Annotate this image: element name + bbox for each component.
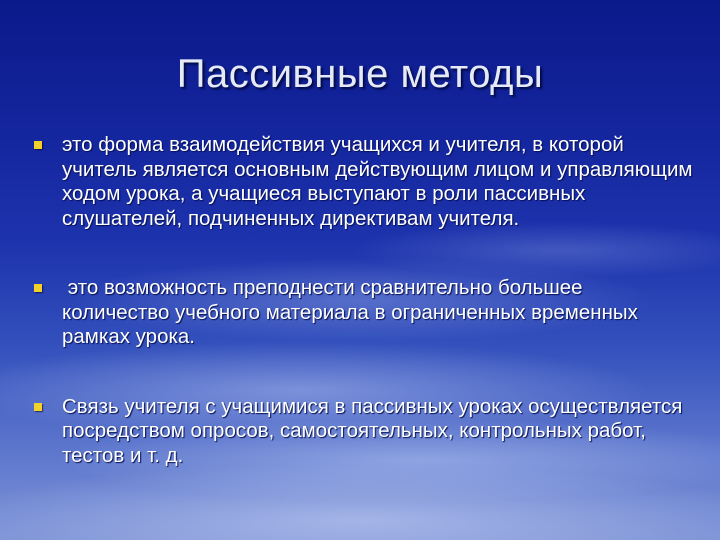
bullet-item	[34, 395, 694, 469]
bullet-text: Связь учителя с учащимися в пассивных уроках осуществляется посредством опросов, самостоятельных, контрольных работ, тестов и т. д.	[62, 394, 689, 467]
square-bullet-icon	[34, 141, 42, 149]
square-bullet-icon	[34, 284, 42, 292]
slide-title: Пассивные методы	[176, 52, 544, 96]
bullet-text: это форма взаимодействия учащихся и учителя, в которой учитель является основным действующим лицом и управляющим ходом урока, а учащиеся выступают в роли пассивных слушателей, подчиненных директивам учителя.	[62, 133, 699, 230]
bullet-list	[34, 133, 699, 468]
bullet-text: это возможность преподнести сравнительно большее количество учебного материала в ограниченных временных рамках урока.	[62, 276, 644, 348]
bullet-item	[34, 276, 694, 350]
square-bullet-icon	[34, 403, 42, 411]
bullet-item	[34, 133, 699, 231]
